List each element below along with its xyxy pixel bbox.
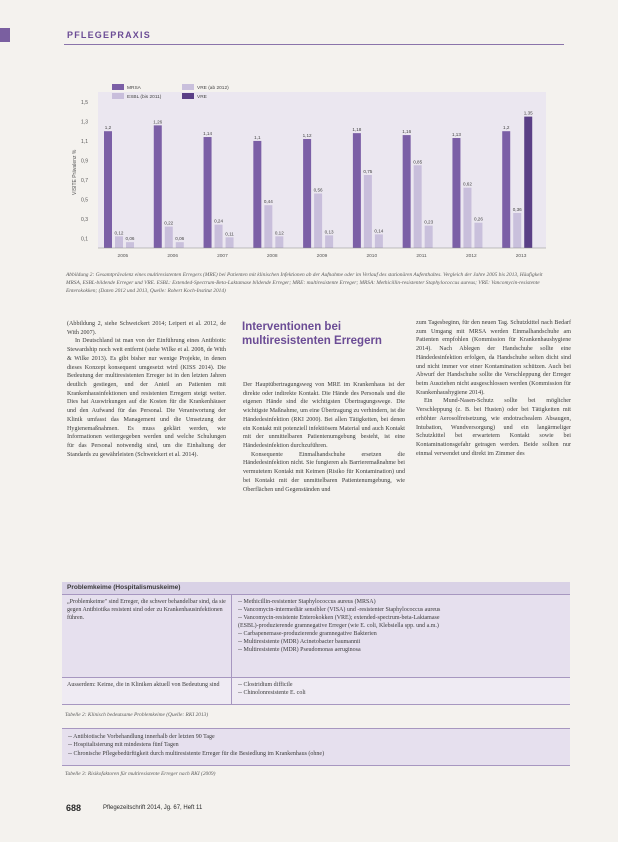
legend-label: VRE (ab 2012) bbox=[197, 86, 229, 91]
y-tick-label: 1,5 bbox=[81, 100, 88, 106]
list-item: -- Carbapenemase-produzierende gramnegative Bakterien bbox=[238, 631, 377, 637]
x-tick-label: 2007 bbox=[217, 254, 228, 259]
data-label: 0,85 bbox=[413, 159, 423, 165]
paragraph: zum Tagesbeginn, für den neuen Tag. Schutzkittel nach Bedarf zum Umgang mit MRSA werden Einmalhandschuhe am Patienten empfohlen (Kommission für Krankenhaushygiene 2014). Nach Ablegen der Handschuhe sollte eine Händedesinfektion erfolgen, da Handschuhe selten dicht sind und nicht immer vor einer Kontamination schützen. Auch bei Abwurf der Handschuhe sollte die Verschleppung der Erreger beim Ausziehen nicht ausgeschlossen werden (Kommission für Krankenhaushygiene 2014). bbox=[416, 320, 571, 396]
x-tick-label: 2011 bbox=[416, 254, 427, 259]
y-tick-label: 0,1 bbox=[81, 236, 88, 243]
table-row bbox=[62, 594, 570, 677]
risk-factors-box bbox=[62, 728, 570, 766]
data-label: 0,06 bbox=[125, 236, 135, 242]
bar-vre-ab- bbox=[325, 235, 333, 248]
prevalence-bar-chart bbox=[58, 82, 558, 268]
list-item: -- Chronische Pflegebedürftigkeit durch multiresistente Erreger für die Besiedlung im Krankenhaus (ohne) bbox=[68, 750, 325, 757]
section-tab-marker bbox=[0, 28, 10, 42]
data-label: 1,14 bbox=[203, 131, 213, 137]
bar-mrsa bbox=[403, 135, 411, 248]
table-cell-definition: „Problemkeime" sind Erreger, die schwer behandelbar sind, da sie gegen Antibiotika resistent sind oder zu Krankenhausinfektionen führen. bbox=[62, 595, 232, 677]
legend-label: VRE bbox=[197, 95, 207, 100]
problem-germs-table bbox=[62, 582, 570, 705]
list-item: -- Clostridium difficile bbox=[238, 682, 293, 688]
bar-vre-ab- bbox=[375, 234, 383, 248]
paragraph: Ein Mund-Nasen-Schutz sollte bei möglicher Verschleppung (z. B. bei Husten) oder bei Tätigkeiten mit erhöhter Aerosolfreisetzung, wie endotrachealem Absaugen, Intubation, Wundversorgung) und ein langärmeliger Schutzkittel bei erwartetem Kontakt sowie bei Kontaminationsgefahr getragen werden. Beide sollten nur einmal verwendet und direkt im Zimmer des bbox=[416, 398, 571, 457]
legend-swatch bbox=[182, 84, 194, 90]
bar-vre-ab- bbox=[275, 236, 283, 248]
data-label: 0,12 bbox=[114, 230, 124, 236]
y-tick-label: 0,7 bbox=[81, 177, 88, 184]
article-column-3 bbox=[416, 319, 571, 459]
list-item: -- Multiresistente (MDR) Pseudomonas aeruginosa bbox=[238, 647, 361, 653]
bar-mrsa bbox=[104, 131, 112, 248]
paragraph: In Deutschland ist man von der Einführung eines Antibiotic Stewardship noch weit entfernt (siehe Wilke et al. 2008, de With & Wilke 2013). Es gibt bisher nur wenige Projekte, in denen dieses Konzept konsequent umgesetzt wird (KISS 2014). Die Bedeutung der multiresistenten Erreger ist in den letzten Jahren deutlich gestiegen, und der Anteil an Patienten mit Krankenhausinfektionen und resistenten Erregern steigt weiter. Dies hat Auswirkungen auf die Kosten für die Krankenhäuser und den Aufwand für das Personal. Die Verantwortung der Klinik umfasst das Management und die Umsetzung der Hygienemaßnahmen. Es muss geklärt werden, wie Informationen weitergegeben werden und welche Schulungen für das Personal notwendig sind, um die Einhaltung der Standards zu gewährleisten (Schweickert et al. 2014). bbox=[67, 338, 226, 458]
x-tick-label: 2005 bbox=[117, 254, 129, 259]
data-label: 0,44 bbox=[263, 199, 273, 205]
legend-label: ESBL (bis 2011) bbox=[127, 95, 162, 100]
list-item: -- Methicillin-resistenter Staphylococcus aureus (MRSA) bbox=[238, 599, 376, 605]
data-label: 0,62 bbox=[462, 181, 472, 187]
data-label: 1,12 bbox=[302, 132, 312, 138]
bar-vre-ab- bbox=[425, 226, 433, 248]
legend-swatch bbox=[112, 84, 124, 90]
bar-mrsa bbox=[452, 138, 460, 248]
data-label: 0,56 bbox=[313, 187, 323, 193]
bar-vre-ab- bbox=[513, 213, 521, 248]
x-tick-label: 2006 bbox=[167, 254, 179, 259]
data-label: 1,2 bbox=[503, 125, 510, 131]
data-label: 1,13 bbox=[451, 132, 461, 138]
data-label: 0,26 bbox=[473, 216, 483, 222]
bar-esbl-bis- bbox=[463, 188, 471, 248]
data-label: 0,36 bbox=[512, 206, 522, 212]
x-tick-label: 2010 bbox=[366, 254, 378, 259]
data-label: 0,11 bbox=[225, 231, 234, 237]
bar-vre bbox=[524, 117, 532, 248]
table-caption: Tabelle 2: Klinisch bedeutsame Problemkeime (Quelle: RKI 2013) bbox=[65, 712, 209, 718]
data-label: 1,16 bbox=[402, 129, 412, 135]
list-item: -- Vancomycin-resistente Enterokokken (VRE); extended-spectrum-beta-Laktamase bbox=[238, 615, 440, 621]
list-item: -- Antibiotische Vorbehandlung innerhalb der letzten 90 Tage bbox=[68, 734, 215, 740]
data-label: 0,12 bbox=[274, 230, 284, 236]
list-item: -- Hospitalisierung mit mindestens fünf Tagen bbox=[68, 742, 179, 749]
table-cell-definition: Ausserdem: Keime, die in Kliniken aktuell von Bedeutung sind bbox=[62, 678, 232, 704]
data-label: 0,75 bbox=[363, 169, 373, 174]
data-label: 1,35 bbox=[523, 110, 533, 116]
paragraph: (Abbildung 2, siehe Schweickert 2014; Leipert et al. 2012, de With 2007). bbox=[67, 321, 226, 336]
data-label: 1,1 bbox=[254, 134, 261, 140]
legend-swatch bbox=[182, 93, 194, 99]
data-label: 0,13 bbox=[324, 229, 334, 235]
bar-esbl-bis- bbox=[215, 225, 223, 248]
y-tick-label: 0,3 bbox=[81, 216, 88, 223]
section-heading: Interventionen bei multiresistenten Erregern bbox=[242, 321, 382, 347]
table-cell-list bbox=[232, 678, 570, 704]
y-tick-label: 0,9 bbox=[81, 158, 88, 165]
bar-vre-ab- bbox=[226, 237, 234, 248]
table-title: Problemkeime (Hospitalismuskeime) bbox=[62, 582, 570, 594]
x-tick-label: 2008 bbox=[266, 254, 278, 259]
data-label: 0,23 bbox=[424, 219, 434, 225]
list-item: -- Multiresistente (MDR) Acinetobacter baumannii bbox=[238, 639, 361, 645]
x-tick-label: 2009 bbox=[316, 254, 328, 259]
bar-mrsa bbox=[154, 125, 162, 248]
journal-source: Pflegezeitschrift 2014, Jg. 67, Heft 11 bbox=[103, 805, 203, 811]
bar-vre-ab- bbox=[126, 242, 134, 248]
paragraph: Der Hauptübertragungsweg von MRE im Krankenhaus ist der direkte oder indirekte Kontakt. Die Hände des Personals und die eigenen Hände sind die wichtigsten Übertragungswege. Die wichtigste Maßnahme, um eine Übertragung zu verhindern, ist die Händedesinfektion (RKI 2000). Bei allen Tätigkeiten, bei denen ein Kontakt mit potenziell infektiösem Material und auch Kontakt mit der unmittelbaren Patientenumgebung besteht, ist eine Händedesinfektion durchzuführen. bbox=[243, 382, 405, 450]
bar-esbl-bis- bbox=[364, 175, 372, 248]
y-axis-label: VISITE Prävalenz % bbox=[72, 149, 78, 195]
bar-mrsa bbox=[303, 139, 311, 248]
legend-label: MRSA bbox=[127, 86, 141, 91]
x-tick-label: 2013 bbox=[515, 254, 527, 259]
header-rule bbox=[64, 44, 564, 45]
legend-swatch bbox=[112, 93, 124, 99]
section-title: PFLEGEPRAXIS bbox=[67, 30, 151, 40]
page-number: 688 bbox=[66, 803, 82, 813]
bar-esbl-bis- bbox=[165, 227, 173, 248]
y-tick-label: 0,5 bbox=[81, 197, 88, 204]
bar-mrsa bbox=[353, 133, 361, 248]
list-item: -- Vancomycin-intermediär sensibler (VISA) und -resistenter Staphylococcus aureus bbox=[238, 607, 441, 613]
table-cell-list bbox=[232, 595, 570, 677]
y-tick-label: 1,3 bbox=[81, 119, 88, 126]
list-item: -- Chinolonresistente E. coli bbox=[238, 690, 306, 696]
x-tick-label: 2012 bbox=[465, 254, 477, 259]
table-row bbox=[62, 677, 570, 705]
data-label: 0,22 bbox=[164, 220, 174, 226]
y-tick-label: 1,1 bbox=[81, 138, 88, 145]
data-label: 1,18 bbox=[352, 127, 362, 133]
data-label: 0,24 bbox=[214, 218, 224, 224]
bar-mrsa bbox=[204, 137, 212, 248]
article-column-1 bbox=[67, 320, 226, 460]
data-label: 1,26 bbox=[153, 119, 163, 125]
paragraph: Konsequente Einmalhandschuhe ersetzen die Händedesinfektion nicht. Sie fungieren als Barrieremaßnahme bei vermutetem Kontakt mit Keimen (Risiko für Kontamination) und bei Kontakt mit der unmittelbaren Patientenumgebung, wie Oberflächen und Gegenständen und bbox=[243, 451, 405, 493]
risk-factors-caption: Tabelle 3: Risikofaktoren für multiresistente Erreger nach RKI (2009) bbox=[65, 771, 216, 777]
figure-caption: Abbildung 2: Gesamtprävalenz eines multiresistenten Erregers (MRE) bei Patienten mit klinischen Infektionen ab der Aufnahme oder im Verlauf des stationären Aufenthaltes. Vergleich der Jahre 2005 bis 2013, Häufigkeit MRSA, ESBL-bildende Erreger und VRE. ESBL: Extended-Spectrum-Beta-Laktamase bildende Erreger; MRE: multiresistente Erreger; MRSA: Methicillin-resistenter Staphylococcus aureus; VRE: Vancomycin-resistente Enterokokken; (Daten 2012 und 2013, Quelle: Robert Koch-Institut 2014) bbox=[66, 272, 543, 294]
bar-mrsa bbox=[502, 131, 510, 248]
data-label: 1,2 bbox=[104, 125, 112, 131]
bar-esbl-bis- bbox=[115, 236, 123, 248]
bar-vre-ab- bbox=[474, 223, 482, 248]
bar-esbl-bis- bbox=[414, 165, 422, 248]
bar-esbl-bis- bbox=[264, 205, 272, 248]
bar-esbl-bis- bbox=[314, 193, 322, 248]
bar-mrsa bbox=[253, 141, 261, 248]
data-label: 0,06 bbox=[175, 236, 185, 242]
list-item: (ESBL)-produzierende gramnegative Erreger (wie E. coli, Klebsiella spp. und a.m.) bbox=[238, 623, 439, 629]
bar-vre-ab- bbox=[176, 242, 184, 248]
data-label: 0,14 bbox=[374, 228, 384, 234]
article-column-2 bbox=[243, 381, 405, 494]
